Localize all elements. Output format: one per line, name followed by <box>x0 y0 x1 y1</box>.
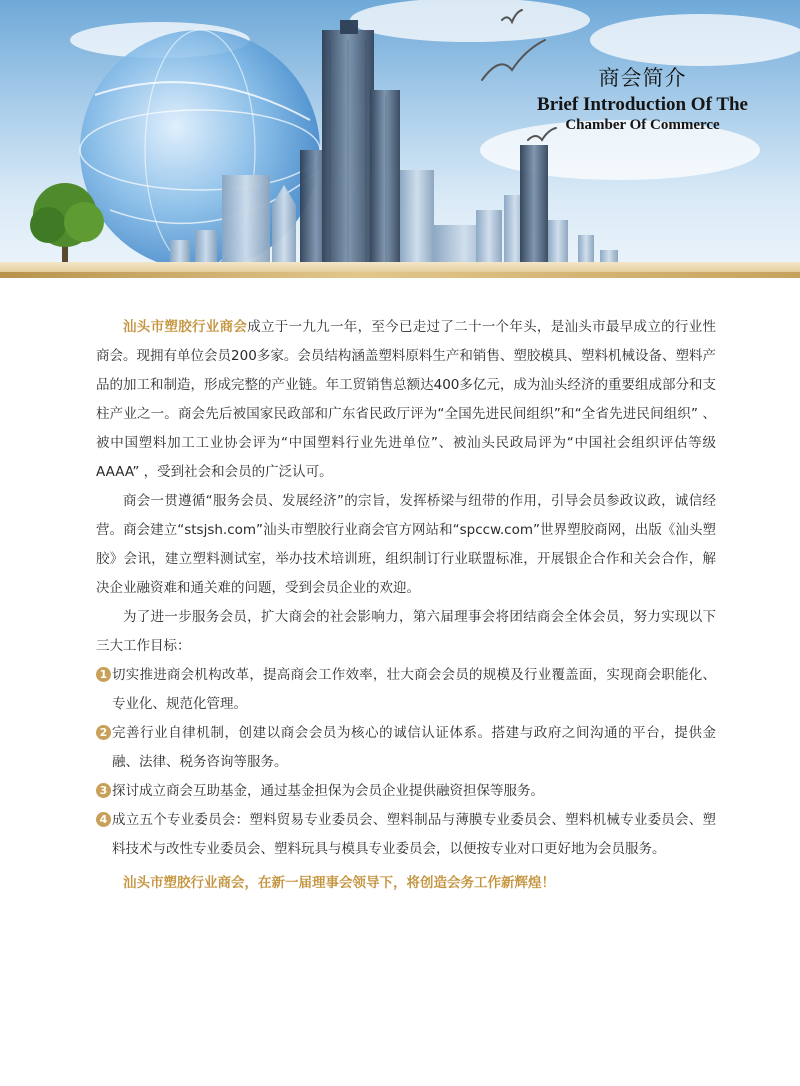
number-badge-icon: 4 <box>96 812 111 827</box>
goal-item <box>96 719 716 777</box>
goal-item <box>96 661 716 719</box>
org-name: 汕头市塑胶行业商会 <box>123 319 248 335</box>
number-badge-icon: 1 <box>96 667 111 682</box>
goal-text: 成立五个专业委员会：塑料贸易专业委员会、塑料制品与薄膜专业委员会、塑料机械专业委员会、塑料技术与改性专业委员会、塑料玩具与模具专业委员会，以便按专业对口更好地为会员服务。 <box>112 812 716 857</box>
title-block <box>537 62 748 134</box>
main-content <box>96 313 716 898</box>
intro-paragraph-1 <box>96 313 716 487</box>
closing-statement: 汕头市塑胶行业商会，在新一届理事会领导下，将创造会务工作新辉煌！ <box>123 875 555 891</box>
goals-list <box>96 661 716 864</box>
gold-divider <box>0 272 800 278</box>
goal-item <box>96 777 716 806</box>
intro-paragraph-2: 商会一贯遵循“服务会员、发展经济”的宗旨，发挥桥梁与纽带的作用，引导会员参政议政，诚信经营。商会建立“stsjsh.com”汕头市塑胶行业商会官方网站和“spccw.com”世界塑胶商网，出版《汕头塑胶》会讯，建立塑料测试室，举办技术培训班，组织制订行业联盟标准，开展银企合作和关会合作，解决企业融资难和通关难的问题，受到会员企业的欢迎。 <box>96 493 716 596</box>
goal-text: 切实推进商会机构改革，提高商会工作效率，壮大商会会员的规模及行业覆盖面，实现商会职能化、专业化、规范化管理。 <box>112 667 716 712</box>
page-subtitle-line1: Brief Introduction Of The <box>537 94 748 115</box>
intro-paragraph-3: 为了进一步服务会员，扩大商会的社会影响力，第六届理事会将团结商会全体会员，努力实现以下三大工作目标： <box>96 609 716 654</box>
intro-paragraph-1-text: 成立于一九九一年，至今已走过了二十一个年头，是汕头市最早成立的行业性商会。现拥有单位会员200多家。会员结构涵盖塑料原料生产和销售、塑胶模具、塑料机械设备、塑料产品的加工和制造，形成完整的产业链。年工贸销售总额达400多亿元，成为汕头经济的重要组成部分和支柱产业之一。商会先后被国家民政部和广东省民政厅评为“全国先进民间组织”和“全省先进民间组织” 、被中国塑料加工工业协会评为“中国塑料行业先进单位”、被汕头民政局评为“中国社会组织评估等级AAAA” ，受到社会和会员的广泛认可。 <box>96 319 717 480</box>
city-skyline-illustration <box>0 0 800 278</box>
page-subtitle-line2: Chamber Of Commerce <box>565 117 720 133</box>
goal-item <box>96 806 716 864</box>
number-badge-icon: 2 <box>96 725 111 740</box>
goal-text: 探讨成立商会互助基金，通过基金担保为会员企业提供融资担保等服务。 <box>112 783 544 799</box>
goal-text: 完善行业自律机制，创建以商会会员为核心的诚信认证体系。搭建与政府之间沟通的平台，提供金融、法律、税务咨询等服务。 <box>112 725 716 770</box>
header-banner <box>0 0 800 278</box>
number-badge-icon: 3 <box>96 783 111 798</box>
page-title: 商会简介 <box>598 66 687 90</box>
